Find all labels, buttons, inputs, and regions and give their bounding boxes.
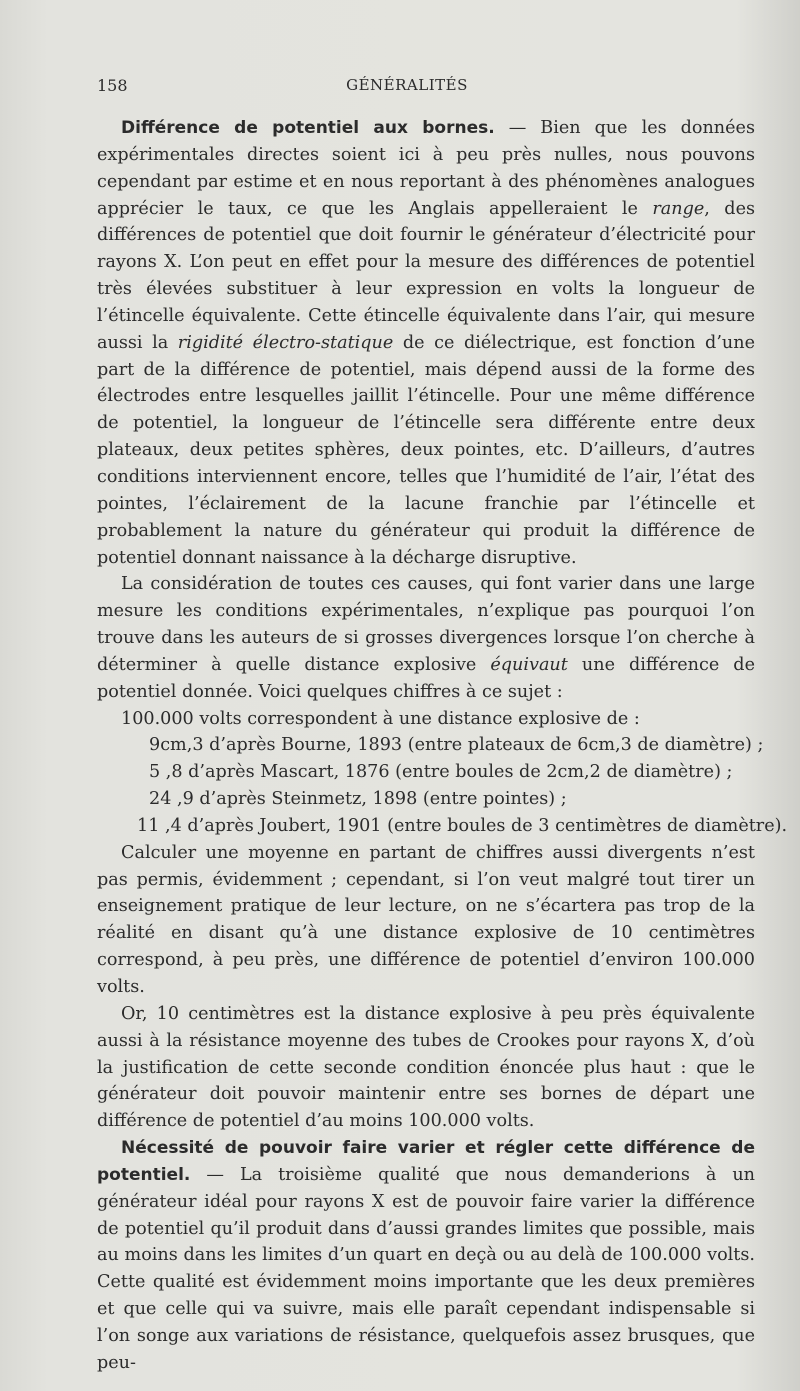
paragraph-regulation [97,1135,755,1377]
running-title: GÉNÉRALITÉS [346,76,468,94]
italic-term: range [652,198,705,219]
list-item: 5 ,8 d’après Mascart, 1876 (entre boules de 2cm,2 de diamètre) ; [149,762,733,783]
italic-term: rigidité électro-statique [177,332,394,353]
paragraph-text: — La troisième qualité que nous demanderions à un générateur idéal pour rayons X est de pouvoir faire varier la différence de potentiel qu’il produit dans d’aussi grandes limites que possible, mais au moins dans les limites d’un quart en deçà ou au delà de 100.000 volts. Cette qualité est évidemment moins importante que les deux premières et que celle qui va suivre, mais elle paraît cependant indispensable si l’on songe aux variations de résistance, quelquefois assez brusques, que peu- [97,1164,755,1373]
paragraph-text: de ce diélectrique, est fonction d’une part de la différence de potentiel, mais dépend aussi de la forme des électrodes entre lesquelles jaillit l’étincelle. Pour une même différence de potentiel, la longueur de l’étincelle sera différente entre deux plateaux, deux petites sphères, deux pointes, etc. D’ailleurs, d’autres conditions interviennent encore, telles que l’humidité de l’air, l’état des pointes, l’éclairement de la lacune franchie par l’étincelle et probablement la nature du générateur qui produit la différence de potentiel donnant naissance à la décharge disruptive. [97,332,755,568]
list-item: 24 ,9 d’après Steinmetz, 1898 (entre pointes) ; [149,789,567,810]
section-heading: Nécessité de pouvoir faire varier et régler cette différence de potentiel. [97,1138,755,1185]
paragraph-average: Calculer une moyenne en partant de chiffres aussi divergents n’est pas permis, évidemment ; cependant, si l’on veut malgré tout tirer un enseignement pratique de leur lecture, on ne s’écartera pas trop de la réalité en disant qu’à une distance explosive de 10 centimètres correspond, à peu près, une différence de potentiel d’environ 100.000 volts. [97,842,755,997]
section-heading: Différence de potentiel aux bornes. [121,118,495,138]
page-number: 158 [97,76,128,95]
list-intro: 100.000 volts correspondent à une distance explosive de : [121,708,640,729]
paragraph-text: — Bien que les données expérimentales directes soient ici à peu près nulles, nous pouvons cependant par estime et en nous reportant à des phénomènes analogues apprécier le taux, ce que les Anglais appelleraient le [97,118,755,219]
paragraph-text: , des différences de potentiel que doit fournir le générateur d’électricité pour rayons X. L’on peut en effet pour la mesure des différences de potentiel très élevées substituer à leur expression en volts la longueur de l’étincelle équivalente. Cette étincelle équivalente dans l’air, qui mesure aussi la [97,198,756,353]
paragraph-crookes: Or, 10 centimètres est la distance explosive à peu près équivalente aussi à la résistance moyenne des tubes de Crookes pour rayons X, d’où la justification de cette seconde condition énoncée plus haut : que le générateur doit pouvoir maintenir entre ses bornes de départ une différence de potentiel d’au moins 100.000 volts. [97,1003,755,1132]
paragraph-divergences [97,571,755,705]
italic-term: équivaut [490,654,568,675]
list-item: 11 ,4 d’après Joubert, 1901 (entre boules de 3 centimètres de diamètre). [137,815,788,836]
paragraph-potential-difference [97,115,755,571]
body-text [97,115,788,1377]
paragraph-text: La considération de toutes ces causes, qui font varier dans une large mesure les conditions expérimentales, n’explique pas pourquoi l’on trouve dans les auteurs de si grosses divergences lorsque l’on cherche à déterminer à quelle distance explosive [97,574,755,675]
page-header [97,76,717,100]
list-item: 9cm,3 d’après Bourne, 1893 (entre plateaux de 6cm,3 de diamètre) ; [149,735,764,756]
paragraph-text: une différence de potentiel donnée. Voici quelques chiffres à ce sujet : [97,654,755,702]
